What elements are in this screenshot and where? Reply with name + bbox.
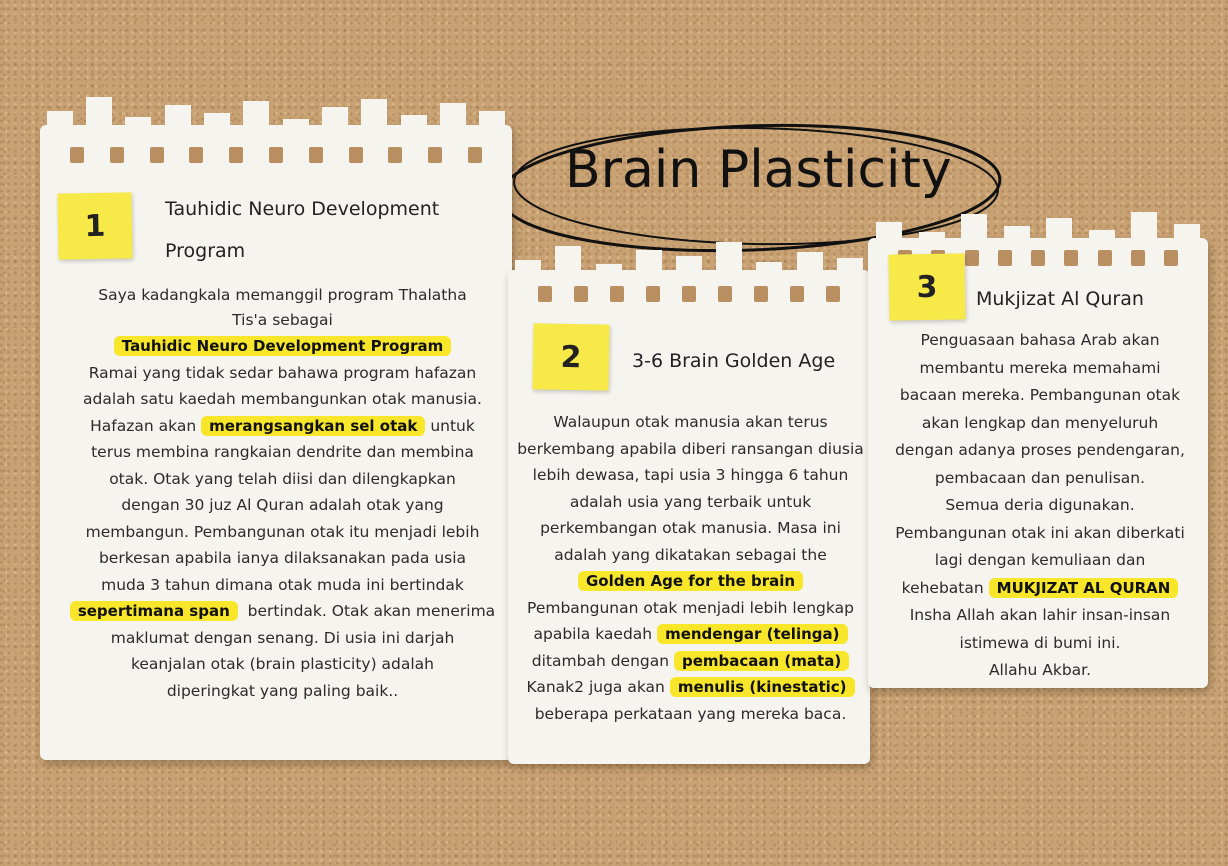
highlight-menulis: menulis (kinestatic) bbox=[670, 677, 855, 697]
card-2-heading: 3-6 Brain Golden Age bbox=[632, 350, 836, 372]
card-1-number: 1 bbox=[84, 208, 106, 244]
highlight-mukjizat: MUKJIZAT AL QURAN bbox=[989, 578, 1179, 598]
highlight-mendengar: mendengar (telinga) bbox=[657, 624, 847, 644]
sticky-note-1 bbox=[57, 192, 132, 259]
binder-holes bbox=[70, 147, 482, 163]
torn-edge bbox=[40, 91, 512, 131]
card-1-heading: Tauhidic Neuro Development Program bbox=[165, 198, 440, 262]
torn-edge bbox=[868, 204, 1208, 244]
highlight-pembacaan: pembacaan (mata) bbox=[674, 651, 849, 671]
highlight-span: sepertimana span bbox=[70, 601, 238, 621]
sticky-note-3 bbox=[888, 253, 965, 320]
sticky-note-2 bbox=[532, 323, 609, 390]
card-2-body: Walaupun otak manusia akan terus berkembang apabila diberi ransangan diusia lebih dewasa, tapi usia 3 hingga 6 tahun adalah usia yang terbaik untuk perkembangan otak manusia. Masa ini adalah yang dikatakan sebagai the Golden Age for the brain Pembangunan otak menjadi lebih lengkap apabila kaedah mendengar (telinga) ditambah dengan pembacaan (mata) Kanak2 juga akan menulis (kinestatic) beberapa perkataan yang mereka baca. bbox=[517, 413, 864, 723]
card-3-heading: Mukjizat Al Quran bbox=[976, 288, 1144, 310]
torn-edge bbox=[508, 236, 870, 276]
highlight-rangsang: merangsangkan sel otak bbox=[201, 416, 425, 436]
card-1-body: Saya kadangkala memanggil program Thalatha Tis'a sebagai Tauhidic Neuro Development Program Ramai yang tidak sedar bahawa program hafazan adalah satu kaedah membangunkan otak manusia. Hafazan akan merangsangkan sel otak untuk terus membina rangkaian dendrite dan membina otak. Otak yang telah diisi dan dilengkapkan dengan 30 juz Al Quran adalah otak yang membangun. Pembangunan otak itu menjadi lebih berkesan apabila ianya dilaksanakan pada usia muda 3 tahun dimana otak muda ini bertindak sepertimana span bertindak. Otak akan menerima maklumat dengan senang. Di usia ini darjah keanjalan otak (brain plasticity) adalah diperingkat yang paling baik.. bbox=[50, 282, 515, 704]
card-3-body: Penguasaan bahasa Arab akan membantu mereka memahami bacaan mereka. Pembangunan otak akan lengkap dan menyeluruh dengan adanya proses pendengaran, pembacaan dan penulisan. Semua deria digunakan. Pembangunan otak ini akan diberkati lagi dengan kemuliaan dan kehebatan MUKJIZAT AL QURAN Insha Allah akan lahir insan-insan istimewa di bumi ini. Allahu Akbar. bbox=[895, 331, 1185, 679]
card-3-number: 3 bbox=[916, 269, 938, 305]
card-2-number: 2 bbox=[560, 339, 582, 375]
binder-holes bbox=[538, 286, 840, 302]
highlight-tauhidic: Tauhidic Neuro Development Program bbox=[114, 336, 451, 356]
page-title: Brain Plasticity bbox=[565, 140, 952, 200]
highlight-golden-age: Golden Age for the brain bbox=[578, 571, 803, 591]
